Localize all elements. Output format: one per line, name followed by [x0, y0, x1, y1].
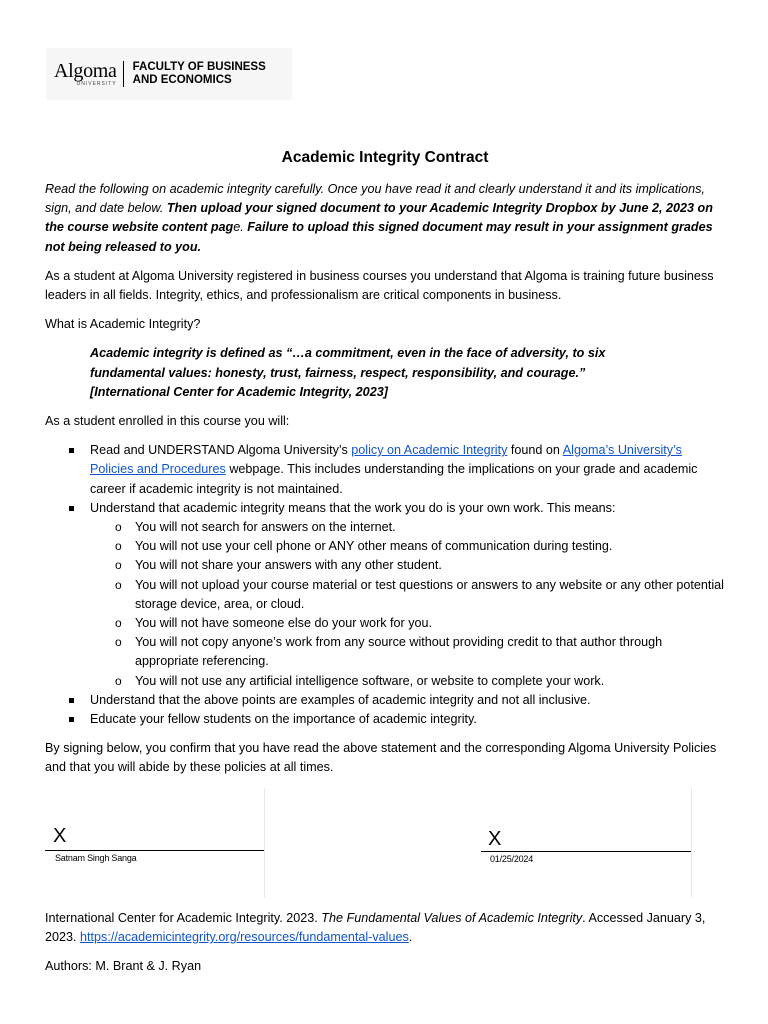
question-heading: What is Academic Integrity?	[45, 317, 201, 332]
signature-mark: X	[53, 825, 67, 847]
bullet2-text: Understand that academic integrity means that the work you do is your own work. This means:	[90, 500, 616, 515]
quote-line2: fundamental values: honesty, trust, fairness, respect, responsibility, and courage.”	[90, 365, 586, 380]
list-item	[90, 441, 725, 499]
bullet1-post: webpage. This includes understanding the implications on your grade and academic career if academic integrity is not maintained.	[90, 462, 698, 496]
university-logo	[46, 48, 292, 100]
intro-bold-a: Then upload your signed document to your Academic Integrity Dropbox by June 2, 2023 on the course website content pag	[45, 201, 713, 235]
table-border	[264, 788, 265, 898]
sub-list	[90, 518, 725, 691]
document-body	[45, 146, 725, 788]
student-paragraph: As a student at Algoma University registered in business courses you understand that Algoma is training future business leaders in all fields. Integrity, ethics, and professionalism are critical components in business.	[45, 268, 714, 303]
sub-list-item: o You will not use your cell phone or ANY other means of communication during testing.	[135, 537, 725, 556]
sub-list-item: o You will not search for answers on the internet.	[135, 518, 725, 537]
logo-sub: UNIVERSITY	[76, 81, 117, 87]
sub-list-item: o You will not upload your course material or test questions or answers to any website or any other potential storage device, area, or cloud.	[135, 576, 725, 614]
logo-wordmark	[54, 61, 117, 87]
footer	[45, 909, 725, 987]
policy-link[interactable]: policy on Academic Integrity	[351, 443, 508, 458]
definition-quote	[90, 344, 610, 402]
date-mark: X	[488, 828, 502, 850]
sub-list-item: o You will not copy anyone’s work from any source without providing credit to that author through appropriate referencing.	[135, 633, 725, 671]
intro-plain-e: e.	[233, 220, 244, 235]
sub-list-item: o You will not use any artificial intelligence software, or website to complete your work.	[135, 672, 725, 691]
intro-italic: Read the following on academic integrity carefully. Once you have read it and clearly understand it and its implications, sign, and date below.	[45, 182, 705, 216]
logo-faculty-line2: AND ECONOMICS	[132, 74, 232, 86]
enrolled-paragraph: As a student enrolled in this course you will:	[45, 414, 290, 429]
list-item: Educate your fellow students on the importance of academic integrity.	[90, 710, 725, 729]
signature-date: 01/25/2024	[490, 854, 534, 864]
quote-line1: Academic integrity is defined as “…a commitment, even in the face of adversity, to six	[90, 346, 606, 361]
document-title: Academic Integrity Contract	[281, 149, 489, 166]
signature-line[interactable]	[45, 850, 264, 851]
obligations-list	[45, 441, 725, 729]
reference-pre: International Center for Academic Integrity. 2023.	[45, 911, 318, 925]
date-line[interactable]	[481, 851, 691, 852]
reference-paragraph	[45, 909, 725, 947]
authors-line: Authors: M. Brant & J. Ryan	[45, 959, 202, 974]
quote-line3: [International Center for Academic Integrity, 2023]	[90, 384, 388, 399]
signing-paragraph: By signing below, you confirm that you have read the above statement and the corresponding Algoma University Policies and that you will abide by these policies at all times.	[45, 741, 717, 775]
logo-name: Algoma	[54, 60, 117, 82]
bullet1-mid: found on	[510, 443, 560, 458]
reference-link[interactable]: https://academicintegrity.org/resources/fundamental-values	[80, 930, 409, 945]
signature-name: Satnam Singh Sanga	[55, 853, 137, 863]
list-item: Understand that the above points are examples of academic integrity and not all inclusive.	[90, 691, 725, 710]
sub-list-item: o You will not share your answers with any other student.	[135, 556, 725, 575]
logo-faculty-line1: FACULTY OF BUSINESS	[132, 60, 266, 73]
policies-procedures-link[interactable]: Algoma’s University’s Policies and Procedures	[90, 443, 682, 477]
intro-bold-b: Failure to upload this signed document may result in your assignment grades not being released to you.	[45, 220, 713, 254]
logo-divider	[123, 61, 124, 87]
intro-paragraph	[45, 180, 725, 257]
reference-title: The Fundamental Values of Academic Integrity	[321, 911, 583, 925]
bullet1-pre: Read and UNDERSTAND Algoma University’s	[90, 443, 348, 458]
list-item	[90, 499, 725, 691]
table-border	[691, 788, 692, 898]
reference-post: . Accessed January 3, 2023.	[45, 911, 706, 945]
sub-list-item: o You will not have someone else do your work for you.	[135, 614, 725, 633]
reference-end: .	[408, 930, 413, 945]
logo-faculty	[133, 61, 266, 88]
